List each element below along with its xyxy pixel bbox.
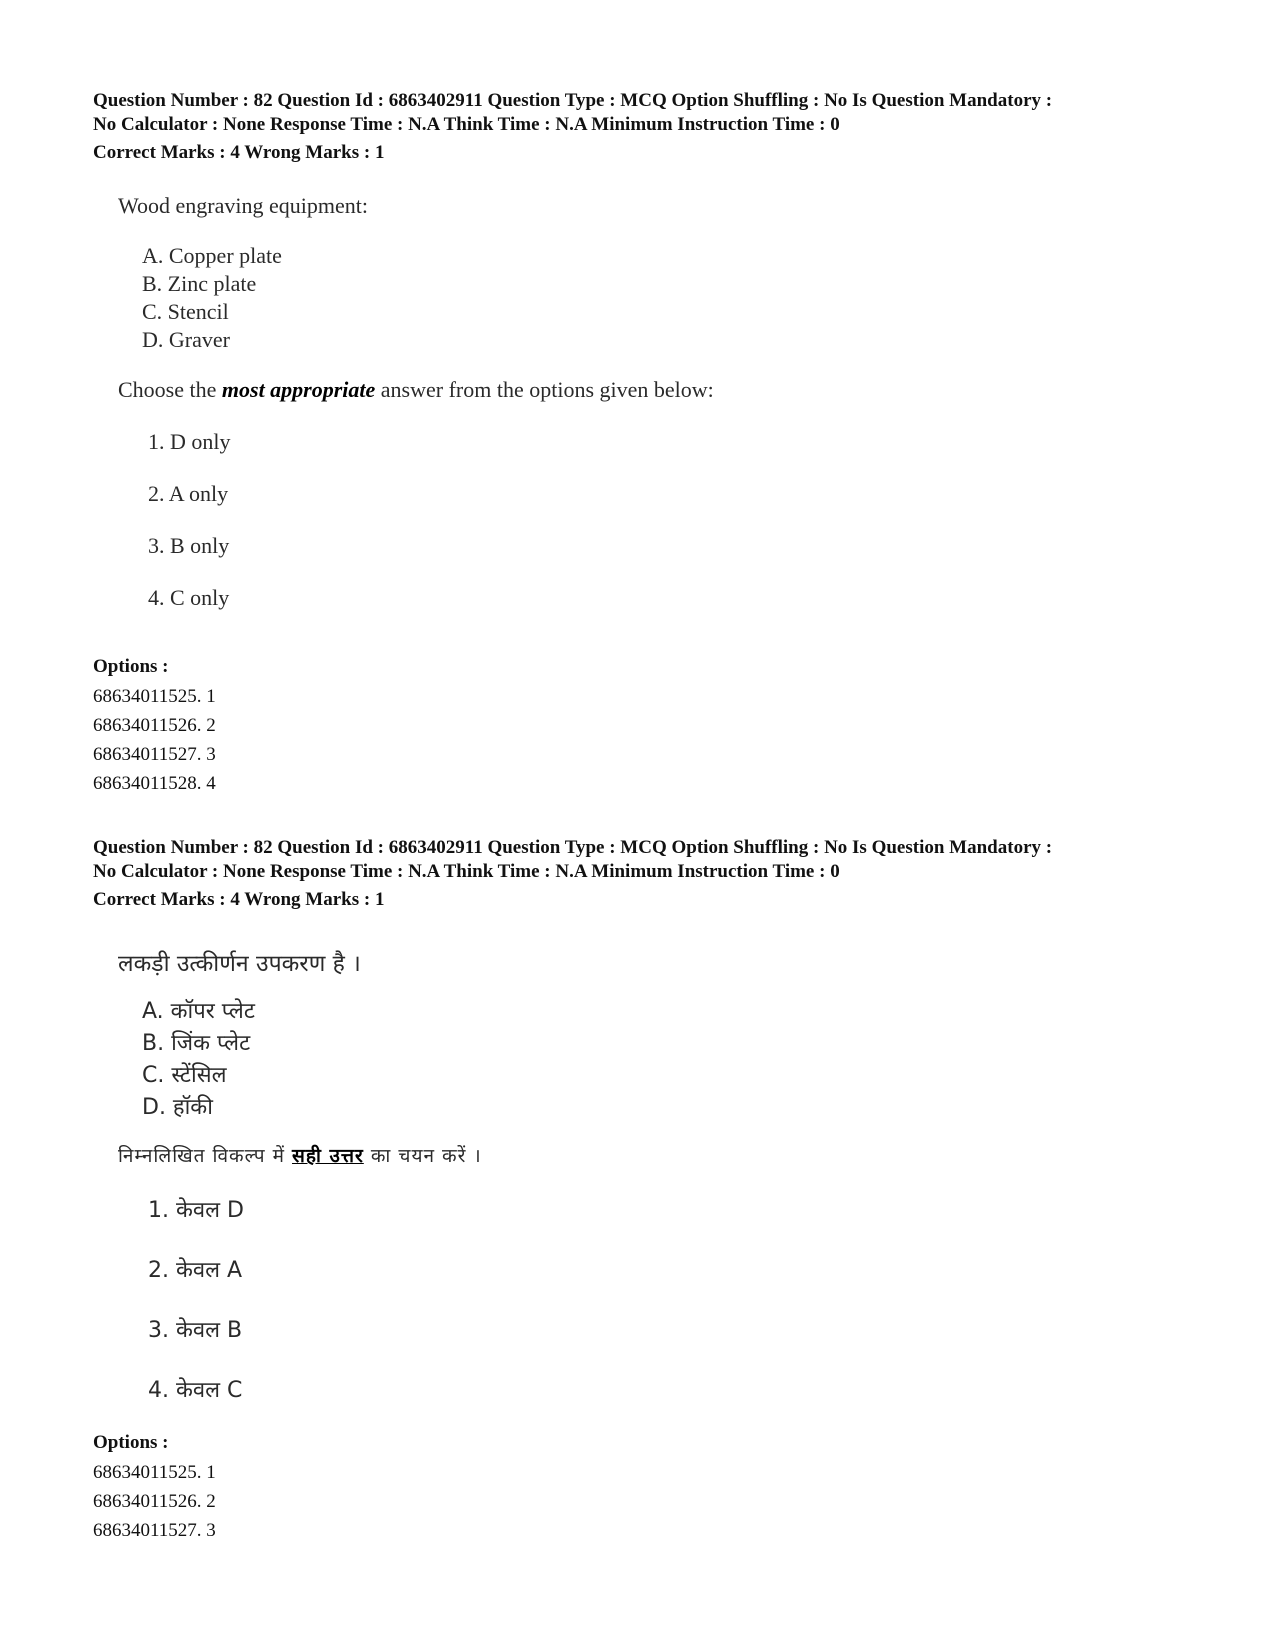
choose-suffix: का चयन करें । [363, 1145, 482, 1167]
option-item: 68634011525. 1 [93, 1462, 216, 1483]
option-item: 68634011527. 3 [93, 1520, 216, 1541]
choose-emphasis: सही उत्तर [292, 1145, 364, 1167]
item-d: D. हॉकी [142, 1095, 213, 1120]
answer-list [148, 1194, 482, 1404]
item-c: C. स्टेंसिल [142, 1063, 227, 1088]
option-item: 68634011527. 3 [93, 744, 216, 765]
choose-instruction [118, 376, 714, 404]
answer-4: 4. C only [148, 585, 230, 610]
meta-line-2: No Calculator : None Response Time : N.A Think Time : N.A Minimum Instruction Time : 0 [93, 861, 840, 882]
question-meta-2 [93, 836, 1213, 912]
options-list [93, 1458, 216, 1545]
marks-line: Correct Marks : 4 Wrong Marks : 1 [93, 142, 385, 163]
answer-4: 4. केवल C [148, 1378, 243, 1403]
answer-1: 1. केवल D [148, 1198, 244, 1223]
item-d: D. Graver [142, 327, 230, 352]
option-item: 68634011526. 2 [93, 715, 216, 736]
options-title: Options : [93, 1432, 169, 1453]
meta-line-1: Question Number : 82 Question Id : 6863402911 Question Type : MCQ Option Shuffling : No Is Question Mandatory : [93, 837, 1053, 858]
options-title: Options : [93, 656, 169, 677]
marks-line: Correct Marks : 4 Wrong Marks : 1 [93, 889, 385, 910]
option-item: 68634011528. 4 [93, 773, 216, 794]
question-stem: Wood engraving equipment: [118, 193, 368, 218]
item-b: B. Zinc plate [142, 271, 257, 296]
choose-prefix: Choose the [118, 377, 222, 402]
item-list [142, 996, 482, 1124]
meta-line-1: Question Number : 82 Question Id : 6863402911 Question Type : MCQ Option Shuffling : No Is Question Mandatory : [93, 90, 1053, 111]
options-list [93, 682, 216, 798]
meta-line-2: No Calculator : None Response Time : N.A Think Time : N.A Minimum Instruction Time : 0 [93, 114, 840, 135]
item-c: C. Stencil [142, 299, 229, 324]
answer-2: 2. A only [148, 481, 229, 506]
question-body-english [118, 192, 714, 612]
answer-3: 3. B only [148, 533, 230, 558]
answer-2: 2. केवल A [148, 1258, 243, 1283]
choose-instruction [118, 1142, 482, 1168]
option-item: 68634011525. 1 [93, 686, 216, 707]
question-meta-1 [93, 89, 1213, 165]
answer-3: 3. केवल B [148, 1318, 243, 1343]
choose-emphasis: most appropriate [221, 377, 376, 402]
item-b: B. जिंक प्लेट [142, 1031, 251, 1056]
option-item: 68634011526. 2 [93, 1491, 216, 1512]
item-a: A. कॉपर प्लेट [142, 999, 255, 1024]
item-a: A. Copper plate [142, 243, 282, 268]
choose-suffix: answer from the options given below: [375, 377, 714, 402]
answer-list [148, 428, 714, 612]
answer-1: 1. D only [148, 429, 231, 454]
question-body-hindi [118, 946, 482, 1404]
item-list [142, 242, 714, 354]
choose-prefix: निम्नलिखित विकल्प में [118, 1145, 293, 1167]
question-stem: लकड़ी उत्कीर्णन उपकरण है । [118, 951, 361, 977]
